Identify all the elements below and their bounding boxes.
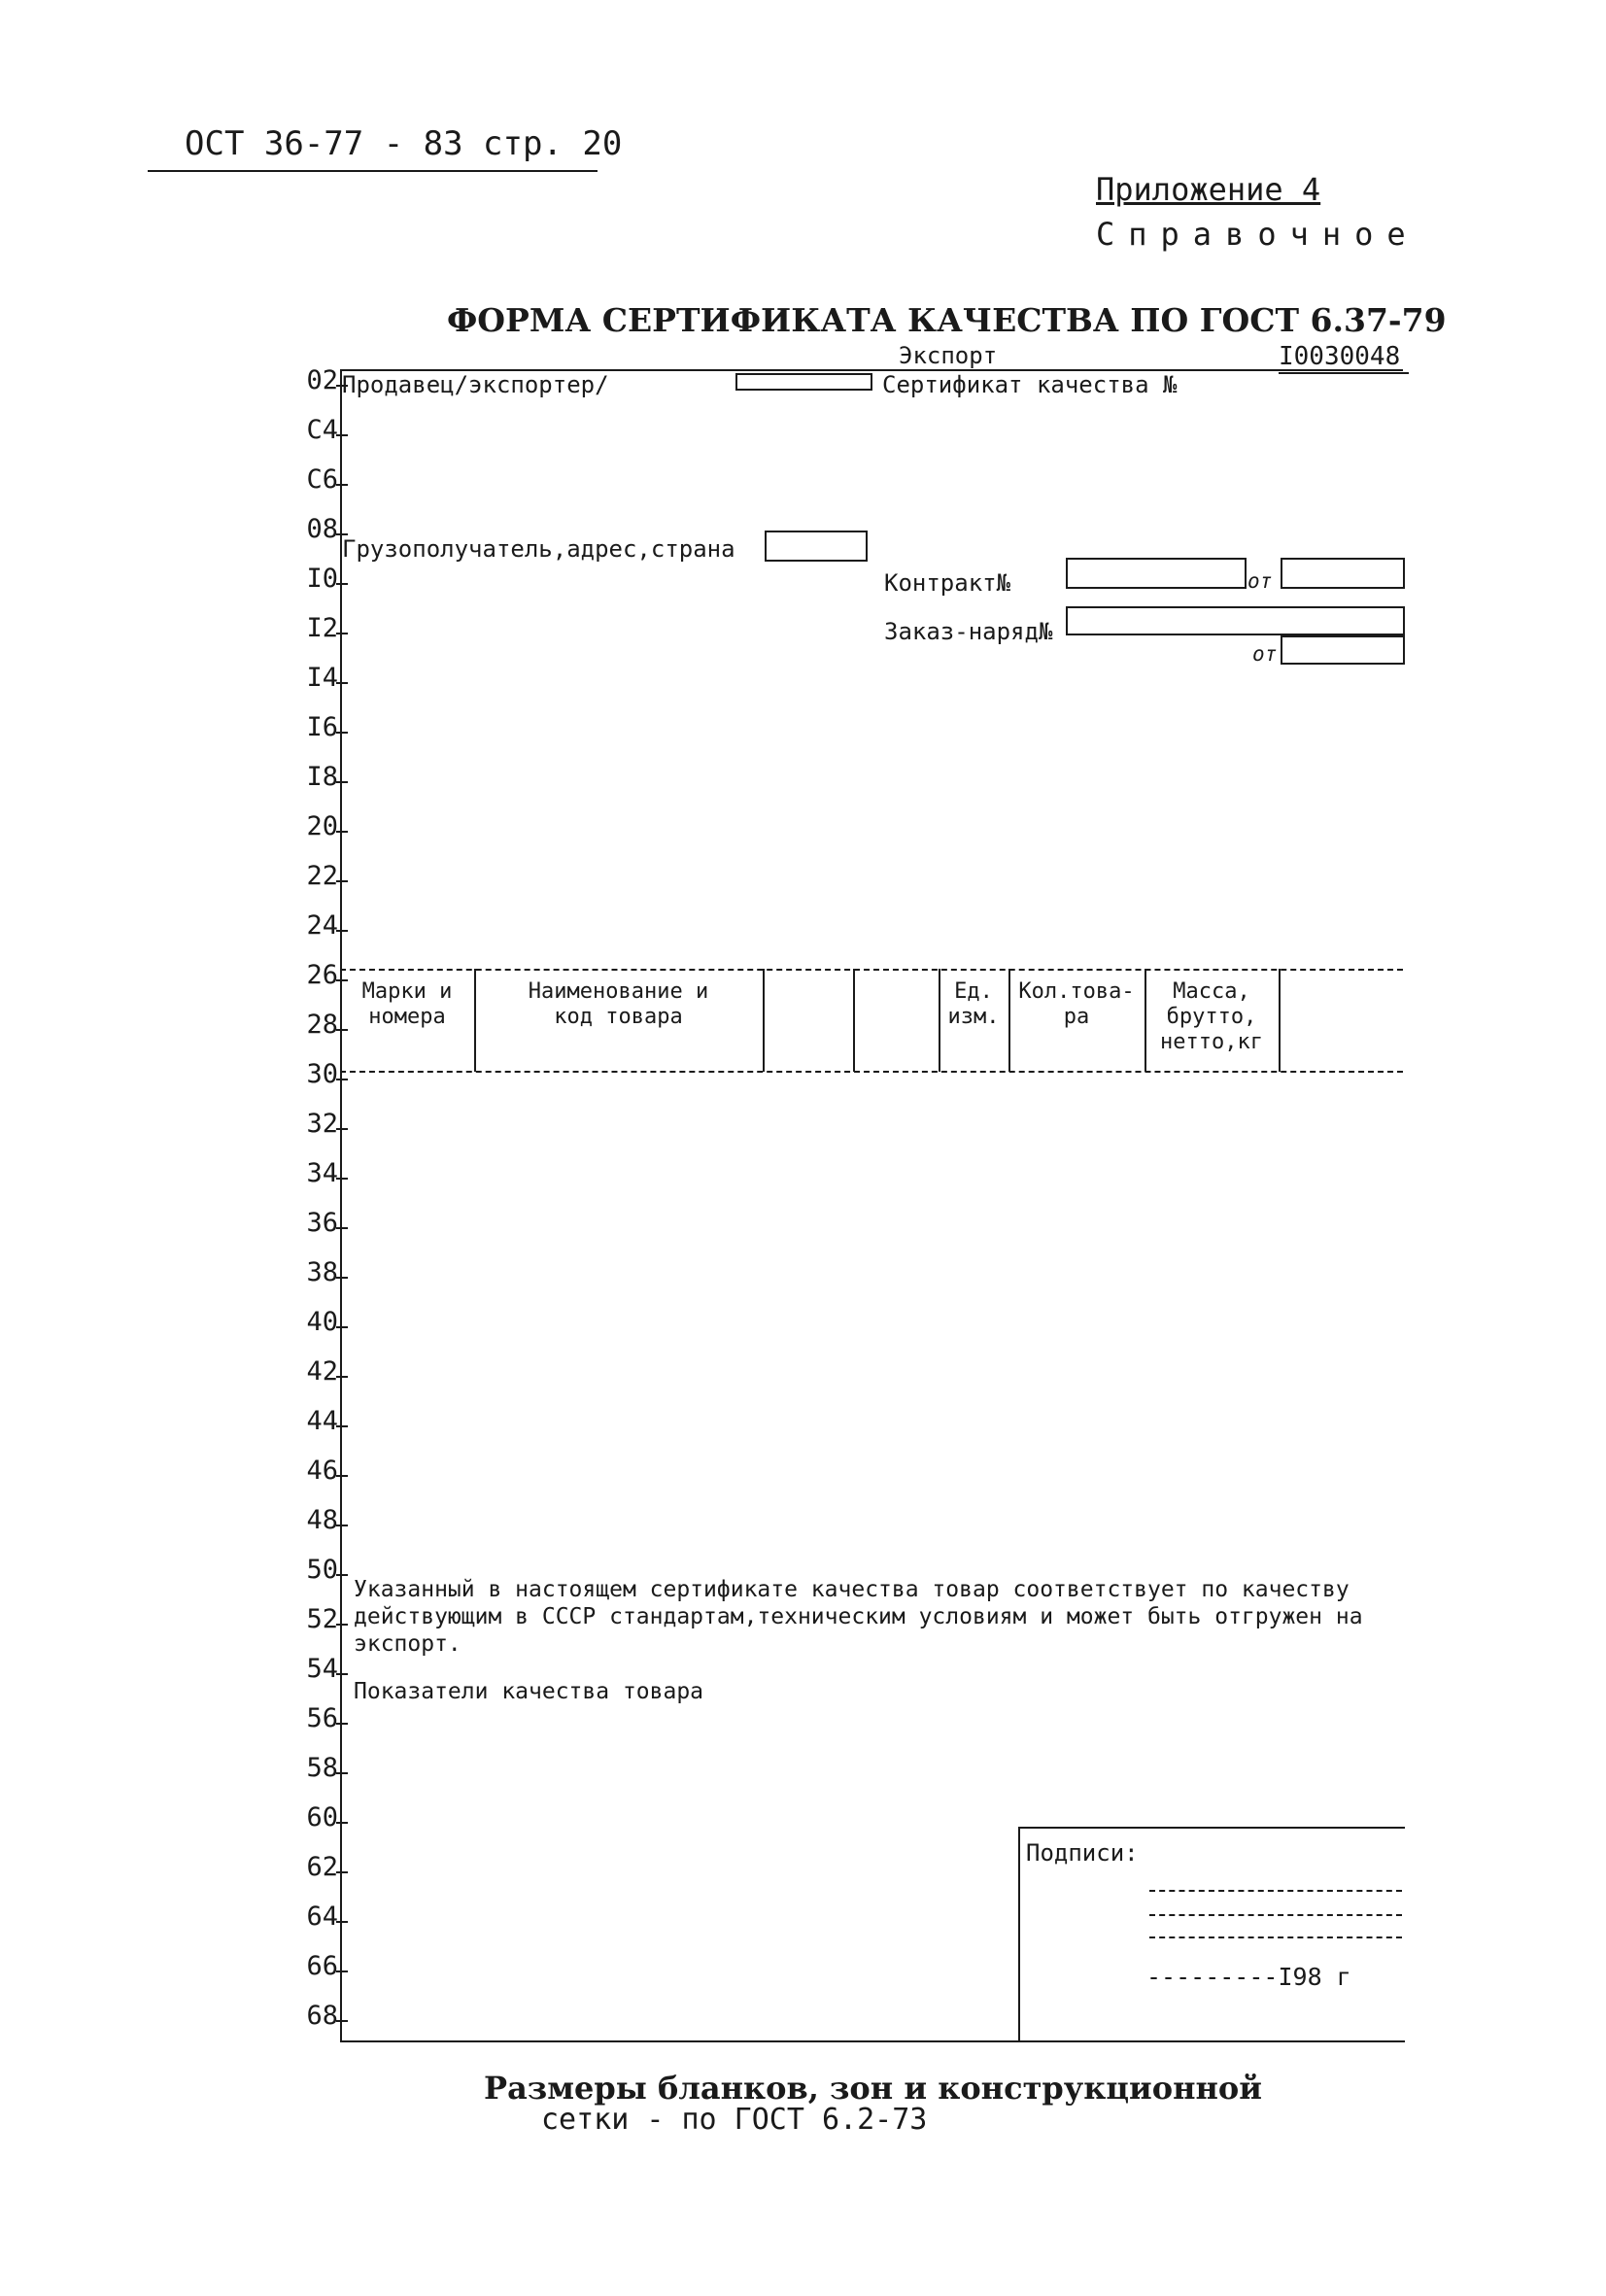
- row-tick: [336, 682, 348, 684]
- row-number: 56: [306, 1703, 338, 1733]
- appendix-subtitle: Справочное: [1096, 216, 1419, 253]
- row-tick: [336, 1178, 348, 1180]
- consignee-code-box[interactable]: [765, 531, 868, 562]
- table-column-divider: [939, 969, 940, 1072]
- row-tick: [336, 1079, 348, 1080]
- order-from-label: от: [1252, 642, 1278, 666]
- row-tick: [336, 1673, 348, 1675]
- row-number: 54: [306, 1654, 338, 1684]
- table-column-divider: [763, 969, 765, 1072]
- row-number: 28: [306, 1010, 338, 1040]
- row-tick: [336, 1970, 348, 1972]
- form-number: I0030048: [1279, 342, 1401, 371]
- row-number: I8: [306, 762, 338, 792]
- row-tick: [336, 1525, 348, 1526]
- row-number: 08: [306, 514, 338, 544]
- row-number: 58: [306, 1753, 338, 1783]
- table-column-divider: [474, 969, 476, 1072]
- signature-line-3[interactable]: [1149, 1936, 1402, 1938]
- signature-line-1[interactable]: [1149, 1890, 1402, 1892]
- table-column-divider: [1279, 969, 1281, 1072]
- conformity-statement: Указанный в настоящем сертификате качества товар соответствует по качеству действующим в СССР стандартам,техническим условиям и может быть отгружен на экспорт.: [354, 1577, 1363, 1657]
- row-number: 40: [306, 1307, 338, 1337]
- table-column-header: Кол.това- ра: [1018, 979, 1135, 1029]
- table-column-header: Наименование и код товара: [528, 979, 709, 1029]
- row-number: 46: [306, 1456, 338, 1486]
- row-tick: [336, 583, 348, 585]
- row-number: 22: [306, 861, 338, 891]
- table-column-header: Ед. изм.: [947, 979, 1000, 1029]
- form-title: ФОРМА СЕРТИФИКАТА КАЧЕСТВА ПО ГОСТ 6.37-79: [447, 301, 1447, 339]
- row-number: 20: [306, 811, 338, 841]
- consignee-label: Грузополучатель,адрес,страна: [342, 535, 735, 563]
- export-label: Экспорт: [899, 342, 998, 369]
- row-tick: [336, 1227, 348, 1229]
- signature-label: Подписи:: [1026, 1839, 1139, 1867]
- row-tick: [336, 484, 348, 486]
- seller-code-box[interactable]: [735, 373, 872, 391]
- table-bottom-border: [340, 1071, 1403, 1073]
- row-number: 34: [306, 1158, 338, 1188]
- signature-date: ---------I98 г: [1146, 1963, 1351, 1991]
- certificate-label: Сертификат качества №: [882, 371, 1178, 398]
- table-column-divider: [1008, 969, 1010, 1072]
- row-number: I6: [306, 712, 338, 742]
- contract-date-box[interactable]: [1281, 558, 1405, 589]
- footer-note-line-2: сетки - по ГОСТ 6.2-73: [541, 2103, 928, 2137]
- table-column-header: Масса, брутто, нетто,кг: [1160, 979, 1263, 1054]
- row-number: I2: [306, 613, 338, 643]
- row-tick: [336, 1723, 348, 1725]
- row-number: 42: [306, 1356, 338, 1387]
- row-tick: [336, 1425, 348, 1427]
- row-tick: [336, 1624, 348, 1626]
- row-number: 38: [306, 1257, 338, 1287]
- row-number: 64: [306, 1902, 338, 1932]
- contract-number-box[interactable]: [1066, 558, 1247, 589]
- row-number: 02: [306, 365, 338, 395]
- row-tick: [336, 1772, 348, 1774]
- row-tick: [336, 633, 348, 634]
- row-number: I4: [306, 663, 338, 693]
- row-number: I0: [306, 564, 338, 594]
- row-number: 36: [306, 1208, 338, 1238]
- contract-from-label: от: [1247, 569, 1273, 593]
- quality-indicators-label: Показатели качества товара: [354, 1679, 704, 1704]
- row-number: 24: [306, 910, 338, 941]
- header-underline: [148, 170, 598, 172]
- row-tick: [336, 1326, 348, 1328]
- row-number: 44: [306, 1406, 338, 1436]
- row-number: 52: [306, 1604, 338, 1634]
- row-number: 68: [306, 2001, 338, 2031]
- table-column-divider: [853, 969, 855, 1072]
- row-tick: [336, 930, 348, 932]
- document-code: ОСТ 36-77 - 83 стр. 20: [185, 124, 623, 163]
- contract-label: Контракт№: [884, 569, 1011, 597]
- row-tick: [336, 1921, 348, 1923]
- row-number: 66: [306, 1951, 338, 1981]
- row-number: 30: [306, 1059, 338, 1089]
- footer-note-line-1: Размеры бланков, зон и конструкционной: [484, 2070, 1262, 2107]
- table-column-divider: [1145, 969, 1146, 1072]
- table-top-border: [340, 969, 1403, 971]
- row-tick: [336, 1574, 348, 1576]
- row-number: 48: [306, 1505, 338, 1535]
- row-tick: [336, 434, 348, 436]
- order-number-box[interactable]: [1066, 606, 1405, 635]
- signature-line-2[interactable]: [1149, 1914, 1402, 1916]
- row-tick: [336, 1822, 348, 1824]
- row-number: С4: [306, 415, 338, 445]
- seller-label: Продавец/экспортер/: [342, 371, 609, 398]
- order-label: Заказ-наряд№: [884, 618, 1053, 645]
- row-tick: [336, 781, 348, 783]
- appendix-title: Приложение 4: [1096, 171, 1321, 208]
- table-column-header: Марки и номера: [361, 979, 453, 1029]
- row-tick: [336, 1128, 348, 1130]
- row-tick: [336, 732, 348, 734]
- row-tick: [336, 1475, 348, 1477]
- row-tick: [336, 1871, 348, 1873]
- order-date-box[interactable]: [1281, 635, 1405, 665]
- row-tick: [336, 2020, 348, 2022]
- row-tick: [336, 1277, 348, 1279]
- row-tick: [336, 1376, 348, 1378]
- row-number: 50: [306, 1555, 338, 1585]
- row-tick: [336, 831, 348, 833]
- row-number: 60: [306, 1802, 338, 1833]
- row-number: С6: [306, 464, 338, 495]
- row-tick: [336, 880, 348, 882]
- row-number: 32: [306, 1109, 338, 1139]
- row-number: 62: [306, 1852, 338, 1882]
- row-number: 26: [306, 960, 338, 990]
